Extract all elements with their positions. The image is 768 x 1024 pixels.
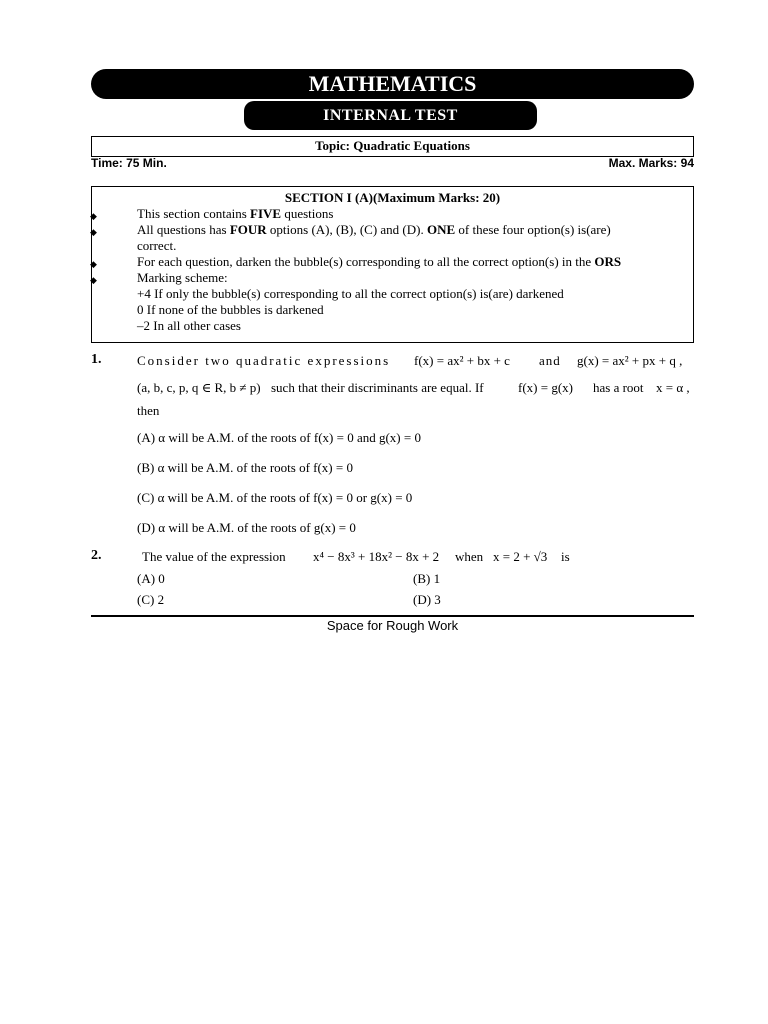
bullet-icon: ◆ bbox=[90, 275, 97, 285]
instruction-line: This section contains FIVE questions bbox=[137, 206, 334, 221]
question-text: then bbox=[137, 403, 160, 418]
math-expression: f(x) = ax² + bx + c bbox=[414, 353, 510, 368]
math-expression: f(x) = g(x) bbox=[518, 380, 573, 395]
option-d: (D) 3 bbox=[413, 592, 441, 607]
question-text: Consider two quadratic expressions bbox=[137, 353, 391, 368]
instruction-line: All questions has FOUR options (A), (B), (C) and (D). ONE of these four option(s) is(are) bbox=[137, 222, 611, 237]
bullet-icon: ◆ bbox=[90, 259, 97, 269]
subject-banner: MATHEMATICS bbox=[91, 69, 694, 99]
section-title: SECTION I (A)(Maximum Marks: 20) bbox=[284, 190, 501, 205]
option-d: (D) α will be A.M. of the roots of g(x) = 0 bbox=[137, 520, 356, 535]
time-label: Time: 75 Min. bbox=[91, 156, 167, 170]
option-a: (A) 0 bbox=[137, 571, 165, 586]
option-b: (B) α will be A.M. of the roots of f(x) = 0 bbox=[137, 460, 353, 475]
question-text: is bbox=[561, 549, 570, 564]
section-instructions-box bbox=[91, 186, 694, 343]
divider bbox=[91, 615, 694, 617]
instruction-line: 0 If none of the bubbles is darkened bbox=[137, 302, 324, 317]
test-banner: INTERNAL TEST bbox=[244, 101, 537, 130]
bullet-icon: ◆ bbox=[90, 211, 97, 221]
math-expression: x = 2 + √3 bbox=[493, 549, 548, 564]
math-expression: g(x) = ax² + px + q , bbox=[577, 353, 683, 368]
max-marks-label: Max. Marks: 94 bbox=[608, 156, 694, 170]
question-number: 1. bbox=[91, 352, 102, 367]
question-text: when bbox=[455, 549, 484, 564]
option-c: (C) α will be A.M. of the roots of f(x) = 0 or g(x) = 0 bbox=[137, 490, 413, 505]
question-number: 2. bbox=[91, 548, 102, 563]
rough-work-label: Space for Rough Work bbox=[326, 618, 459, 633]
question-text: has a root bbox=[593, 380, 644, 395]
instruction-line: –2 In all other cases bbox=[137, 318, 241, 333]
topic-box: Topic: Quadratic Equations bbox=[91, 136, 694, 157]
math-expression: x⁴ − 8x³ + 18x² − 8x + 2 bbox=[313, 549, 440, 564]
option-a: (A) α will be A.M. of the roots of f(x) = 0 and g(x) = 0 bbox=[137, 430, 421, 445]
question-text: such that their discriminants are equal. If bbox=[271, 380, 484, 395]
question-text: The value of the expression bbox=[142, 549, 286, 564]
question-text: and bbox=[539, 353, 561, 368]
instruction-line: For each question, darken the bubble(s) corresponding to all the correct option(s) in the ORS bbox=[137, 254, 622, 269]
math-expression: (a, b, c, p, q ∈ R, b ≠ p) bbox=[137, 380, 261, 395]
option-c: (C) 2 bbox=[137, 592, 165, 607]
instruction-line: correct. bbox=[137, 238, 177, 253]
math-expression: x = α , bbox=[656, 380, 690, 395]
instruction-line: Marking scheme: bbox=[137, 270, 228, 285]
instruction-line: +4 If only the bubble(s) corresponding to all the correct option(s) is(are) darkened bbox=[137, 286, 564, 301]
option-b: (B) 1 bbox=[413, 571, 441, 586]
bullet-icon: ◆ bbox=[90, 227, 97, 237]
